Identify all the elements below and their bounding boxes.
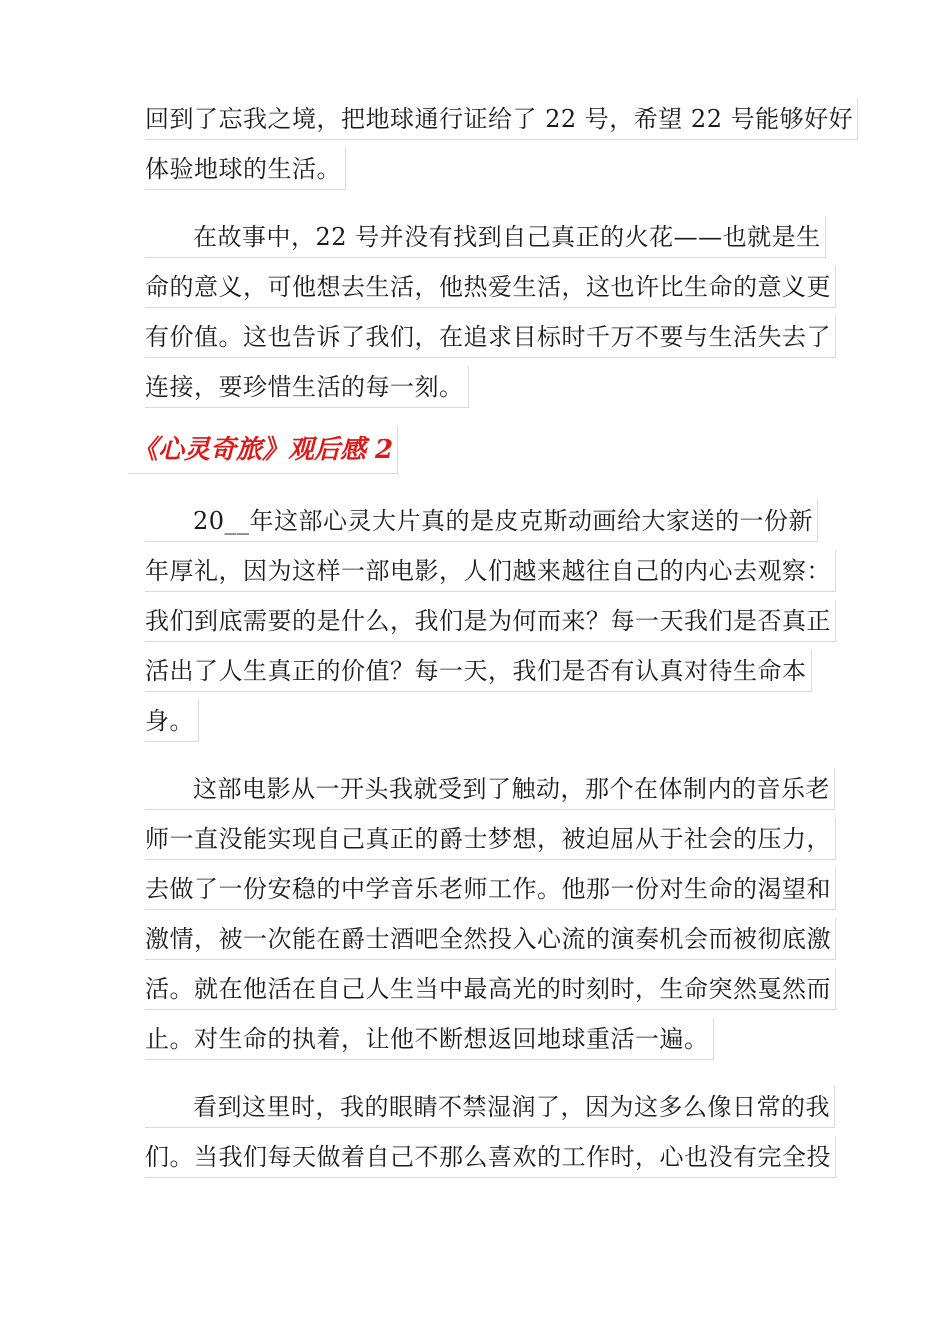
paragraph-line: 我们到底需要的是什么，我们是为何而来？每一天我们是否真正: [145, 600, 836, 642]
paragraph-line: 回到了忘我之境，把地球通行证给了 22 号，希望 22 号能够好好: [145, 98, 858, 140]
paragraph-line: 有价值。这也告诉了我们，在追求目标时千万不要与生活失去了: [145, 316, 836, 358]
paragraph-line: 活。就在他活在自己人生当中最高光的时刻时，生命突然戛然而: [145, 968, 836, 1010]
paragraph-line: 止。对生命的执着，让他不断想返回地球重活一遍。: [145, 1018, 714, 1060]
paragraph-line: 激情，被一次能在爵士酒吧全然投入心流的演奏机会而被彻底激: [145, 918, 836, 960]
paragraph-line: 身。: [145, 700, 199, 742]
paragraph-line: 体验地球的生活。: [145, 148, 346, 190]
paragraph-line: 师一直没能实现自己真正的爵士梦想，被迫屈从于社会的压力，: [145, 818, 836, 860]
paragraph-line: 看到这里时，我的眼睛不禁湿润了，因为这多么像日常的我: [145, 1086, 835, 1128]
paragraph-line: 这部电影从一开头我就受到了触动，那个在体制内的音乐老: [145, 768, 835, 810]
paragraph-line: 们。当我们每天做着自己不那么喜欢的工作时，心也没有完全投: [145, 1136, 836, 1178]
paragraph-line: 命的意义，可他想去生活，他热爱生活，这也许比生命的意义更: [145, 266, 836, 308]
section-heading: 《心灵奇旅》观后感 2: [128, 426, 398, 474]
paragraph-line: 在故事中，22 号并没有找到自己真正的火花——也就是生: [145, 216, 826, 258]
paragraph-line: 年厚礼，因为这样一部电影，人们越来越往自己的内心去观察：: [145, 550, 836, 592]
paragraph-line: 活出了人生真正的价值？每一天，我们是否有认真对待生命本: [145, 650, 812, 692]
paragraph-line: 连接，要珍惜生活的每一刻。: [145, 366, 469, 408]
paragraph-line: 20__年这部心灵大片真的是皮克斯动画给大家送的一份新: [145, 500, 818, 542]
paragraph-line: 去做了一份安稳的中学音乐老师工作。他那一份对生命的渴望和: [145, 868, 836, 910]
